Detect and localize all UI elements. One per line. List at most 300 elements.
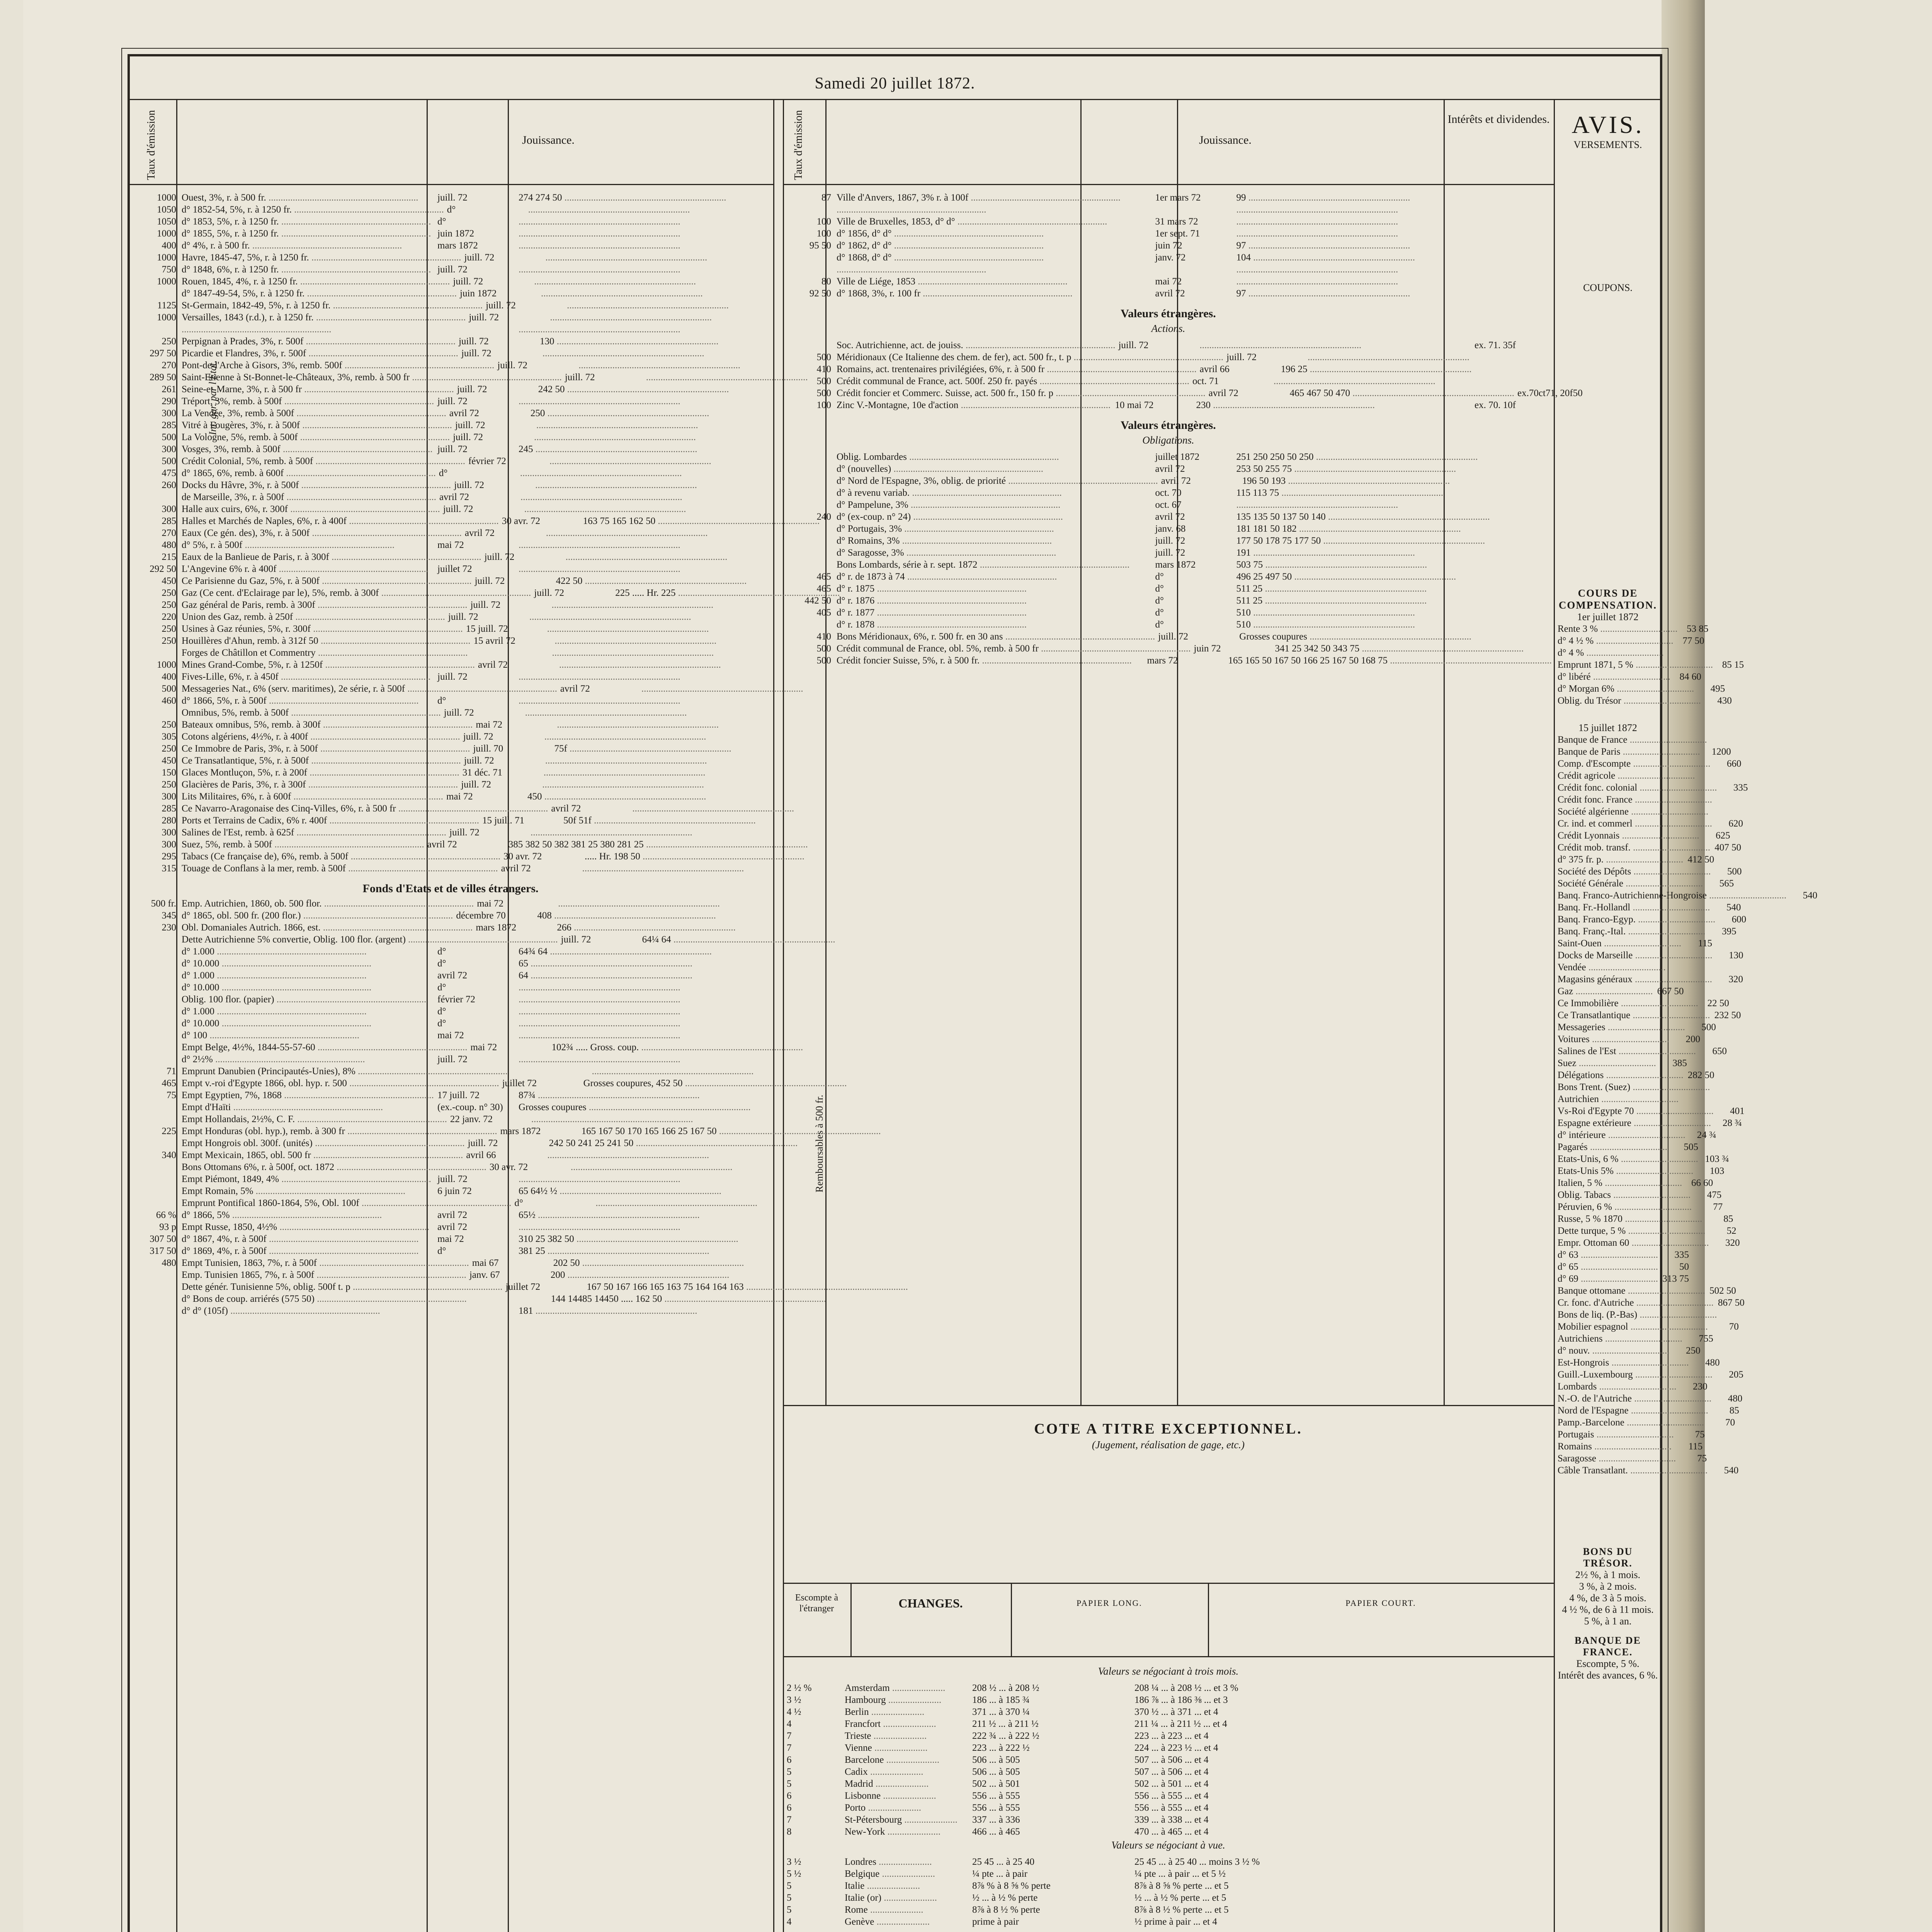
papier-long-cell: 337 ... à 336 <box>972 1815 1020 1825</box>
taux-cell: 260 <box>162 480 176 490</box>
quote-cell <box>1233 499 1552 511</box>
taux-cell: 500 <box>816 655 831 666</box>
quote-cell: 341 25 342 50 343 75 ..... <box>1271 643 1552 655</box>
escompte-cell: 6 <box>787 1803 792 1813</box>
taux-cell <box>130 993 182 1005</box>
papier-long-cell: 506 ... à 505 <box>972 1755 1020 1765</box>
security-name: Bateaux omnibus, 5%, remb. à 300f ..... <box>182 719 473 731</box>
compensation-value: 85 <box>1729 1405 1739 1416</box>
security-name: Crédit communal de France, act. 500f. 250 fr. payés ..... <box>837 375 1189 387</box>
papier-court-cell: 502 ... à 501 ... et 4 <box>1134 1779 1209 1789</box>
change-row <box>787 1904 1550 1916</box>
table-row <box>130 264 771 276</box>
taux-cell: 290 <box>162 396 176 406</box>
quote-cell: 65 64½ ½ ..... <box>515 1185 771 1197</box>
interets-cell: ex. 70. 10f <box>1475 400 1516 410</box>
table-row <box>130 563 771 575</box>
jouissance-cell: 15 juill. 71 <box>482 815 524 826</box>
security-name: Ce Navarro-Aragonaise des Cinq-Villes, 6%, r. à 500 fr ..... <box>182 803 548 815</box>
taux-cell <box>130 981 182 993</box>
jouissance-cell: mai 72 <box>437 1234 464 1244</box>
jouissance-cell: mai 72 <box>437 1030 464 1041</box>
table-row <box>130 635 771 647</box>
taux-cell: 100 <box>816 400 831 410</box>
jouissance-cell: juillet 72 <box>437 564 472 574</box>
bracket-label: Remboursables à 500 fr. <box>814 1095 825 1192</box>
security-name: Crédit foncier Suisse, 5%, r. à 500 fr. ..... <box>837 655 1144 667</box>
jouissance-cell: d° <box>437 946 446 957</box>
compensation-value: 480 <box>1705 1357 1720 1368</box>
escompte-cell: 7 <box>787 1731 792 1741</box>
compensation-name: Salines de l'Est ..... <box>1558 1045 1696 1057</box>
table-row <box>785 351 1552 363</box>
security-name: Glaces Montluçon, 5%, r. à 200f ..... <box>182 767 459 779</box>
table-row <box>785 228 1552 240</box>
compensation-row <box>1558 1285 1736 1297</box>
compensation-row <box>1558 1009 1741 1021</box>
compensation-value: 412 50 <box>1687 854 1714 865</box>
cote-section <box>787 1420 1550 1552</box>
jouissance-cell: juill. 72 <box>469 312 499 323</box>
quote-cell: 253 50 255 75 ..... <box>1233 463 1552 475</box>
changes-title-rule <box>1011 1583 1012 1656</box>
jouissance-cell: juill. 72 <box>468 1138 498 1148</box>
compensation-name: Banq. Franç.-Ital. ..... <box>1558 925 1706 937</box>
quote-cell <box>515 539 771 551</box>
security-name: d° r. 1877 ..... <box>837 607 1152 619</box>
compensation-value: 103 <box>1709 1166 1725 1176</box>
compensation-value: 395 <box>1722 926 1736 937</box>
price-list-frame <box>128 54 1818 1932</box>
taux-cell: 307 50 <box>150 1234 176 1244</box>
security-name: Soc. Autrichienne, act. de jouiss. ..... <box>837 339 1115 351</box>
compensation-name: Crédit fonc. colonial ..... <box>1558 782 1717 794</box>
compensation-name: Emprunt 1871, 5 % ..... <box>1558 659 1713 671</box>
compensation-name: Mobilier espagnol ..... <box>1558 1321 1708 1333</box>
col-head-rule-mid <box>783 184 1554 185</box>
taux-cell: 500 <box>162 456 176 466</box>
jouissance-cell: d° <box>1155 619 1164 630</box>
table-row <box>785 499 1552 511</box>
place-cell: Madrid ..... <box>845 1778 972 1790</box>
security-name: d° 1855, 5%, r. à 1250 fr. ..... <box>182 228 434 240</box>
security-name: d° 10.000 ..... <box>182 957 434 969</box>
interets-header: Intérêts et dividendes. <box>1447 113 1550 126</box>
taux-cell: 150 <box>162 767 176 778</box>
table-row <box>130 827 771 838</box>
compensation-value <box>1707 734 1738 746</box>
jouissance-cell: avril 72 <box>439 492 469 502</box>
quote-cell <box>527 1113 771 1125</box>
table-row <box>130 1161 771 1173</box>
jouissance-cell: d° <box>1155 595 1164 606</box>
compensation-name: Vendée ..... <box>1558 961 1666 973</box>
jouissance-cell: 22 janv. 72 <box>450 1114 493 1124</box>
taux-cell: 1000 <box>157 660 176 670</box>
quote-cell <box>542 527 771 539</box>
security-name: d° 1848, 6%, r. à 1250 fr. ..... <box>182 264 434 276</box>
quote-cell <box>628 803 794 815</box>
compensation-row <box>1558 782 1748 794</box>
taux-cell <box>785 619 837 631</box>
jouissance-cell: juill. 72 <box>437 1174 468 1184</box>
compensation-value: 115 <box>1698 938 1713 949</box>
table-row <box>130 599 771 611</box>
table-row <box>130 575 771 587</box>
compensation-value: 650 <box>1712 1046 1727 1056</box>
papier-long-cell: 208 ½ ... à 208 ½ <box>972 1683 1039 1693</box>
compensation-name: d° 69 ..... <box>1558 1273 1658 1285</box>
place-cell: Hambourg ..... <box>845 1694 972 1706</box>
escompte-cell: 5 <box>787 1779 792 1789</box>
compensation-name: Banque de France ..... <box>1558 734 1707 746</box>
compensation-value: 407 50 <box>1714 842 1742 853</box>
table-row <box>130 551 771 563</box>
jouissance-cell: avril 72 <box>1161 476 1191 486</box>
security-name: Empt Egyptien, 7%, 1868 ..... <box>182 1089 434 1101</box>
jouissance-cell <box>1152 204 1233 216</box>
compensation-value <box>1717 1309 1748 1321</box>
compensation-row <box>1558 1177 1713 1189</box>
bons-tresor-title: BONS DU TRÉSOR. <box>1583 1546 1633 1569</box>
compensation-row <box>1558 1405 1739 1417</box>
security-name: Lits Militaires, 6%, r. à 600f ..... <box>182 791 443 803</box>
vue-title: Valeurs se négociant à vue. <box>1111 1839 1225 1851</box>
taux-header-2: Taux d'émission <box>793 110 804 180</box>
compensation-row <box>1558 997 1729 1009</box>
compensation-value: 755 <box>1699 1333 1713 1344</box>
taux-cell <box>130 1197 182 1209</box>
escompte-cell: 3 ½ <box>787 1857 801 1867</box>
compensation-value: 430 <box>1717 696 1732 706</box>
security-name <box>837 264 1152 276</box>
taux-cell: 1000 <box>157 276 176 287</box>
jouissance-cell: juill. 72 <box>449 827 480 838</box>
table-row <box>130 1209 771 1221</box>
security-name: Oblig. Lombardes ..... <box>837 451 1152 463</box>
quote-cell: 511 25 ..... <box>1233 595 1552 607</box>
compensation-value: 230 <box>1693 1381 1708 1392</box>
security-name: d° 2½% ..... <box>182 1053 434 1065</box>
change-row <box>787 1778 1550 1790</box>
jouissance-cell: décembre 70 <box>456 910 506 921</box>
security-name: Mines Grand-Combe, 5%, r. à 1250f ..... <box>182 659 475 671</box>
table-row <box>130 1149 771 1161</box>
compensation-row <box>1558 1440 1703 1452</box>
quote-cell <box>515 981 771 993</box>
table-row <box>130 767 771 779</box>
jouissance-cell: mai 72 <box>437 540 464 550</box>
taux-cell: 225 <box>162 1126 176 1136</box>
papier-long-cell: 25 45 ... à 25 40 <box>972 1857 1035 1867</box>
taux-cell <box>130 287 182 299</box>
coupons-label: COUPONS. <box>1583 282 1633 293</box>
rule-avis <box>1554 99 1555 1932</box>
taux-cell: 410 <box>816 364 831 374</box>
place-cell: Italie ..... <box>845 1880 972 1892</box>
jouissance-cell: avril 72 <box>478 660 508 670</box>
table-row <box>130 216 771 228</box>
taux-cell <box>130 1185 182 1197</box>
jouissance-cell: d° <box>514 1198 523 1208</box>
jouissance-cell: 31 déc. 71 <box>462 767 503 778</box>
taux-cell: 500 <box>162 684 176 694</box>
taux-cell <box>130 1269 182 1281</box>
security-name: d° 100 ..... <box>182 1029 434 1041</box>
compensation-row <box>1558 1381 1708 1393</box>
jouissance-cell: juill. 72 <box>1226 352 1257 362</box>
security-name: Empt Belge, 4½%, 1844-55-57-60 ..... <box>182 1041 468 1053</box>
change-row <box>787 1718 1550 1730</box>
quote-cell <box>578 862 771 874</box>
security-name: Bons Lombards, série à r. sept. 1872 ..... <box>837 559 1152 571</box>
compensation-name: Messageries ..... <box>1558 1021 1685 1033</box>
table-row <box>785 264 1552 276</box>
table-row <box>130 419 771 431</box>
jouissance-header: Jouissance. <box>522 134 575 146</box>
jouissance-cell: février 72 <box>437 994 475 1005</box>
quote-cell <box>532 419 771 431</box>
security-name: Ville d'Anvers, 1867, 3% r. à 100f ..... <box>837 192 1152 204</box>
quote-cell: 87¾ ..... <box>515 1089 771 1101</box>
table-row <box>130 707 771 719</box>
change-row <box>787 1754 1550 1766</box>
escompte-cell: 5 <box>787 1893 792 1903</box>
compensation-value: 600 <box>1731 914 1747 925</box>
compensation-row <box>1558 1033 1701 1045</box>
jouissance-cell: juillet 1872 <box>1155 452 1200 462</box>
security-name: Empt Russe, 1850, 4½% ..... <box>182 1221 434 1233</box>
compensation-row <box>1558 1345 1701 1357</box>
taux-cell <box>130 946 182 957</box>
interets-cell <box>1471 351 1552 363</box>
papier-court-cell: 186 ⅞ ... à 186 ⅜ ... et 3 <box>1134 1695 1228 1705</box>
security-name: Pont-de-l'Arche à Gisors, 3%, remb. 500f ..... <box>182 359 494 371</box>
compensation-row <box>1558 818 1743 830</box>
security-name: Ce Immobre de Paris, 3%, r. à 500f ..... <box>182 743 470 755</box>
taux-cell: 93 p <box>159 1222 176 1232</box>
change-row <box>787 1892 1550 1904</box>
jouissance-cell: juill. 72 <box>461 779 491 790</box>
place-cell: Londres ..... <box>845 1856 972 1868</box>
table-row <box>130 359 771 371</box>
taux-cell: 75 <box>167 1090 176 1100</box>
table-row <box>785 287 1552 299</box>
jouissance-cell: juill. 72 <box>437 396 468 406</box>
taux-cell <box>130 1137 182 1149</box>
taux-cell: 450 <box>162 576 176 586</box>
jouissance-cell: juill. 72 <box>437 192 468 203</box>
security-name: Ville de Liége, 1853 ..... <box>837 276 1152 287</box>
taux-cell <box>130 1041 182 1053</box>
table-row <box>785 583 1552 595</box>
quote-cell <box>521 707 771 719</box>
bons-line: 3 %, à 2 mois. <box>1579 1581 1637 1592</box>
table-row <box>130 347 771 359</box>
jouissance-cell: avril 72 <box>464 528 495 538</box>
jouissance-cell: janv. 67 <box>469 1270 500 1280</box>
taux-cell: 305 <box>162 731 176 742</box>
taux-cell: 1050 <box>157 204 176 215</box>
compensation-name: Italien, 5 % ..... <box>1558 1177 1682 1189</box>
jouissance-cell: juill. 72 <box>470 600 501 610</box>
table-row <box>130 731 771 743</box>
change-row <box>787 1916 1550 1928</box>
table-row <box>130 299 771 311</box>
compensation-row <box>1558 1309 1658 1321</box>
compensation-value: 620 <box>1728 818 1743 829</box>
compensation-row <box>1558 623 1709 635</box>
security-name: Union des Gaz, remb. à 250f ..... <box>182 611 445 623</box>
quote-cell: 242 50 ..... <box>534 383 771 395</box>
compensation-name: Bons Trent. (Suez) ..... <box>1558 1081 1710 1093</box>
compensation-row <box>1558 866 1742 878</box>
security-name: Obl. Domaniales Autrich. 1866, est. ..... <box>182 922 473 934</box>
taux-cell <box>130 1113 182 1125</box>
quote-cell <box>527 827 771 838</box>
compensation-name: Ce Transatlantique ..... <box>1558 1009 1710 1021</box>
jouissance-cell: juill. 72 <box>454 480 484 490</box>
table-row <box>785 523 1552 535</box>
taux-cell <box>785 499 837 511</box>
table-row <box>130 335 771 347</box>
compensation-name: Pagarés ..... <box>1558 1141 1667 1153</box>
papier-court-cell: 556 ... à 555 ... et 4 <box>1134 1791 1209 1801</box>
jouissance-cell: mars 1872 <box>476 922 517 933</box>
valeurs-title-2: Valeurs étrangères. <box>1121 419 1216 432</box>
security-name: d° Portugais, 3% ..... <box>837 523 1152 535</box>
changes-long-rule <box>1208 1583 1209 1656</box>
compensation-row <box>1558 901 1741 913</box>
change-row <box>787 1880 1550 1892</box>
taux-cell: 285 <box>162 803 176 814</box>
security-name: Empt Hollandais, 2½%, C. F. ..... <box>182 1113 447 1125</box>
papier-court-cell: ½ ... à ½ % perte ... et 5 <box>1134 1893 1226 1903</box>
jouissance-cell: d° <box>447 204 456 215</box>
compensation-row <box>1558 758 1742 770</box>
quote-cell <box>555 659 771 671</box>
jouissance-cell: mai 72 <box>1155 276 1182 287</box>
security-name: d° 10.000 ..... <box>182 1017 434 1029</box>
taux-cell: 300 <box>162 839 176 850</box>
papier-long-cell: ½ ... à ½ % perte <box>972 1893 1038 1903</box>
table-row <box>130 1269 771 1281</box>
papier-long-cell: 556 ... à 555 <box>972 1803 1020 1813</box>
compensation-name: Magasins généraux ..... <box>1558 973 1712 985</box>
table-row <box>130 1281 771 1293</box>
compensation-name: Rente 3 % ..... <box>1558 623 1677 635</box>
taux-cell: 465 <box>816 571 831 582</box>
table-row <box>130 1089 771 1101</box>
security-name: Eaux de la Banlieue de Paris, r. à 300f ..... <box>182 551 481 563</box>
compensation-value: 66 60 <box>1691 1178 1713 1188</box>
table-row <box>130 443 771 455</box>
security-name: d° Bons de coup. arriérés (575 50) ..... <box>182 1293 467 1305</box>
security-name: Versailles, 1843 (r.d.), r. à 1250 fr. ..... <box>182 311 466 323</box>
compensation-name: Crédit agricole ..... <box>1558 770 1695 782</box>
jouissance-cell: juill. 72 <box>1155 548 1185 558</box>
table-row <box>785 607 1552 619</box>
security-name: Glacières de Paris, 3%, r. à 300f ..... <box>182 779 458 791</box>
compensation-value: 335 <box>1674 1250 1689 1260</box>
jouissance-cell: juill. 72 <box>464 252 495 263</box>
security-name: La Vendée, 3%, remb. à 500f ..... <box>182 407 446 419</box>
compensation-value: 320 <box>1725 1238 1740 1248</box>
escompte-cell: 6 <box>787 1791 792 1801</box>
compensation-row <box>1558 1333 1713 1345</box>
date-line: Samedi 20 juillet 1872. <box>815 75 975 92</box>
papier-long-cell: 371 ... à 370 ¼ <box>972 1707 1030 1717</box>
security-name: Gaz (Ce cent. d'Eclairage par le), 5%, remb. à 300f ..... <box>182 587 531 599</box>
compensation-row <box>1558 1153 1729 1165</box>
security-name: Saint-Etienne à St-Bonnet-le-Châteaux, 3%, remb. à 500 fr ..... <box>182 371 562 383</box>
quote-cell: 381 25 ..... <box>515 1245 771 1257</box>
compensation-row <box>1558 1105 1745 1117</box>
taux-cell: 400 <box>162 672 176 682</box>
quote-cell <box>515 1221 771 1233</box>
quote-cell <box>546 311 771 323</box>
jouissance-cell: juill. 72 <box>437 1054 468 1065</box>
security-name: Empt v.-roi d'Egypte 1866, obl. hyp. r. 500 ..... <box>182 1077 499 1089</box>
jouissance-cell: juin 1872 <box>460 288 497 299</box>
table-row <box>130 252 771 264</box>
compensation-value: 85 <box>1723 1214 1733 1224</box>
quote-cell: 163 75 165 162 50 ..... <box>579 515 820 527</box>
place-cell: Italie (or) ..... <box>845 1892 972 1904</box>
jouissance-cell: 30 avr. 72 <box>503 851 542 862</box>
table-row <box>130 981 771 993</box>
quote-cell: 165 165 50 167 50 166 25 167 50 168 75 ..... <box>1225 655 1552 667</box>
jouissance-cell: 31 mars 72 <box>1155 216 1198 227</box>
compensation-value: 505 <box>1684 1142 1698 1152</box>
taux-cell: 400 <box>162 240 176 251</box>
jouissance-cell: avril 72 <box>1155 288 1185 299</box>
changes-escompte-rule <box>850 1583 852 1656</box>
table-row <box>130 611 771 623</box>
quote-cell <box>1233 276 1552 287</box>
jouissance-cell: avril 72 <box>437 1210 468 1220</box>
quote-cell: 465 467 50 470 ..... <box>1286 387 1514 399</box>
compensation-name: Voitures ..... <box>1558 1033 1669 1045</box>
taux-cell: 100 <box>816 216 831 227</box>
compensation-row <box>1558 1081 1658 1093</box>
bons-line: 5 %, à 1 an. <box>1584 1616 1632 1627</box>
place-cell: Genève ..... <box>845 1916 972 1928</box>
place-cell: Francfort ..... <box>845 1718 972 1730</box>
taux-cell: 480 <box>162 1258 176 1268</box>
security-name: Rouen, 1845, 4%, r. à 1250 fr. ..... <box>182 276 450 287</box>
papier-long-cell: 502 ... à 501 <box>972 1779 1020 1789</box>
table-row <box>785 375 1552 387</box>
compensation-value: 867 50 <box>1718 1298 1745 1308</box>
quote-cell: 408 ..... <box>533 910 771 922</box>
bons-line: 4 ½ %, de 6 à 11 mois. <box>1562 1604 1654 1615</box>
taux-cell: 80 <box>821 276 831 287</box>
compensation-name: Dette turque, 5 % ..... <box>1558 1225 1706 1237</box>
compensation-name: Banq. Fr.-Hollandl ..... <box>1558 901 1710 913</box>
escompte-cell: 7 <box>787 1743 792 1753</box>
compensation-value: 565 <box>1719 878 1734 889</box>
taux-header: Taux d'émission <box>145 110 157 180</box>
jouissance-cell: d° <box>1155 607 1164 618</box>
security-name: d° Romains, 3% ..... <box>837 535 1152 547</box>
compensation-name: Vs-Roi d'Egypte 70 ..... <box>1558 1105 1714 1117</box>
compensation-row <box>1558 1261 1689 1273</box>
rail-group-label: Int. gar. par l'Etat. <box>207 360 218 435</box>
compensation-name: Pamp.-Barcelone ..... <box>1558 1417 1704 1429</box>
compensation-value: 667 50 <box>1657 986 1684 997</box>
jouissance-cell: juill. 72 <box>1158 631 1189 642</box>
